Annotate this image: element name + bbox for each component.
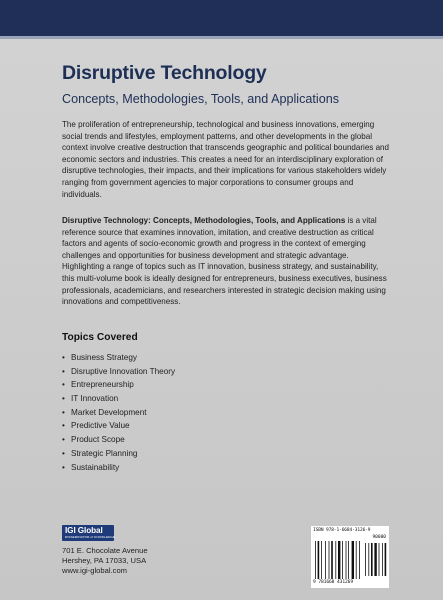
- barcode-bar: [342, 541, 343, 579]
- bullet-icon: •: [62, 353, 65, 362]
- bullet-icon: •: [62, 407, 65, 417]
- address-city: Hershey, PA 17033, USA: [62, 556, 147, 566]
- barcode-addon-bar: [365, 543, 366, 576]
- address-street: 701 E. Chocolate Avenue: [62, 546, 148, 555]
- topic-item: [62, 392, 175, 406]
- publisher-logo-text: IGI Global: [65, 526, 103, 535]
- topic-item: [62, 461, 175, 475]
- paragraph-2-book-title: Disruptive Technology: Concepts, Methodologies, Tools, and Applications: [62, 216, 346, 225]
- barcode-bar: [352, 541, 354, 579]
- bullet-icon: •: [62, 380, 65, 390]
- publisher-website: www.igi-global.com: [62, 566, 127, 576]
- barcode-bar: [348, 541, 349, 579]
- barcode-addon-bar: [379, 543, 380, 576]
- topic-item: [62, 447, 175, 461]
- topic-label: Predictive Value: [71, 421, 130, 431]
- barcode-bar: [315, 541, 316, 579]
- topic-label: Market Development: [71, 407, 147, 417]
- topic-item: [62, 378, 175, 392]
- barcode-bar: [338, 541, 340, 579]
- bullet-icon: •: [62, 448, 65, 458]
- topic-item: [62, 365, 175, 379]
- topic-item: [62, 406, 175, 420]
- topic-label: Strategic Planning: [71, 448, 138, 458]
- bullet-icon: •: [62, 435, 65, 445]
- description-paragraph-1: The proliferation of entrepreneurship, technological and business innovations, emerging social trends and lifestyles, employment patterns, and other developments in the global context involve creative destruction that transcends geographic and political boundaries and economic sectors and industries. This creates a need for an interdisciplinary exploration of disruptive technologies, their impacts, and their implications for various stakeholders widely ranging from government agencies to major corporations to consumer groups and individuals.: [62, 120, 389, 199]
- barcode-addon-bar: [382, 543, 383, 576]
- isbn-label: ISBN 978-1-6684-3126-9: [313, 528, 371, 533]
- barcode-bar: [346, 541, 347, 579]
- publisher-logo-tagline: DISSEMINATOR of KNOWLEDGE: [65, 535, 116, 539]
- barcode-bar: [335, 541, 336, 579]
- topic-label: Disruptive Innovation Theory: [71, 366, 176, 376]
- bullet-icon: •: [62, 366, 65, 376]
- publisher-address: [62, 546, 148, 577]
- bullet-icon: •: [62, 421, 65, 431]
- bullet-icon: •: [62, 462, 65, 472]
- paragraph-2-body: is a vital reference source that examines innovation, imitation, and creative destruction as critical factors and agents of socio-economic growth and progress in the context of emerging challenges and opportunities for business development and strategic advantage. Highlighting a range of topics such as IT innovation, business strategy, and sustainability, this multi-volume book is ideally designed for entrepreneurs, business executives, business professionals, academicians, and researchers interested in strategic decision making using innovations and competitiveness.: [62, 216, 387, 307]
- book-subtitle: Concepts, Methodologies, Tools, and Applications: [62, 92, 340, 106]
- isbn-barcode-box: [311, 526, 389, 588]
- top-color-band: [0, 0, 443, 36]
- barcode-bar: [321, 541, 322, 579]
- barcode-graphic: [311, 541, 389, 580]
- barcode-bar: [329, 541, 330, 579]
- publisher-logo: [62, 525, 114, 541]
- barcode-bar: [359, 541, 360, 579]
- barcode-digits: 9 781668 431269: [313, 580, 353, 585]
- barcode-bar: [318, 541, 320, 579]
- bullet-icon: •: [62, 394, 65, 404]
- topic-label: Entrepreneurship: [71, 380, 134, 390]
- topic-item: [62, 433, 175, 447]
- barcode-addon-bar: [385, 543, 387, 576]
- barcode-bar: [331, 541, 333, 579]
- barcode-addon: 90000: [372, 535, 386, 540]
- barcode-bar: [356, 541, 357, 579]
- topic-item: [62, 419, 175, 433]
- topic-label: Sustainability: [71, 462, 120, 472]
- topic-label: Business Strategy: [71, 353, 137, 362]
- topic-label: IT Innovation: [71, 394, 119, 404]
- barcode-addon-bar: [374, 543, 376, 576]
- topics-list: [62, 351, 175, 474]
- book-title: Disruptive Technology: [62, 62, 267, 84]
- barcode-bar: [325, 541, 326, 579]
- topics-heading: Topics Covered: [62, 332, 138, 343]
- barcode-addon-bar: [368, 543, 369, 576]
- topic-label: Product Scope: [71, 435, 125, 445]
- topic-item: [62, 351, 175, 365]
- description-paragraph-2: [62, 215, 392, 308]
- barcode-addon-bar: [371, 543, 373, 576]
